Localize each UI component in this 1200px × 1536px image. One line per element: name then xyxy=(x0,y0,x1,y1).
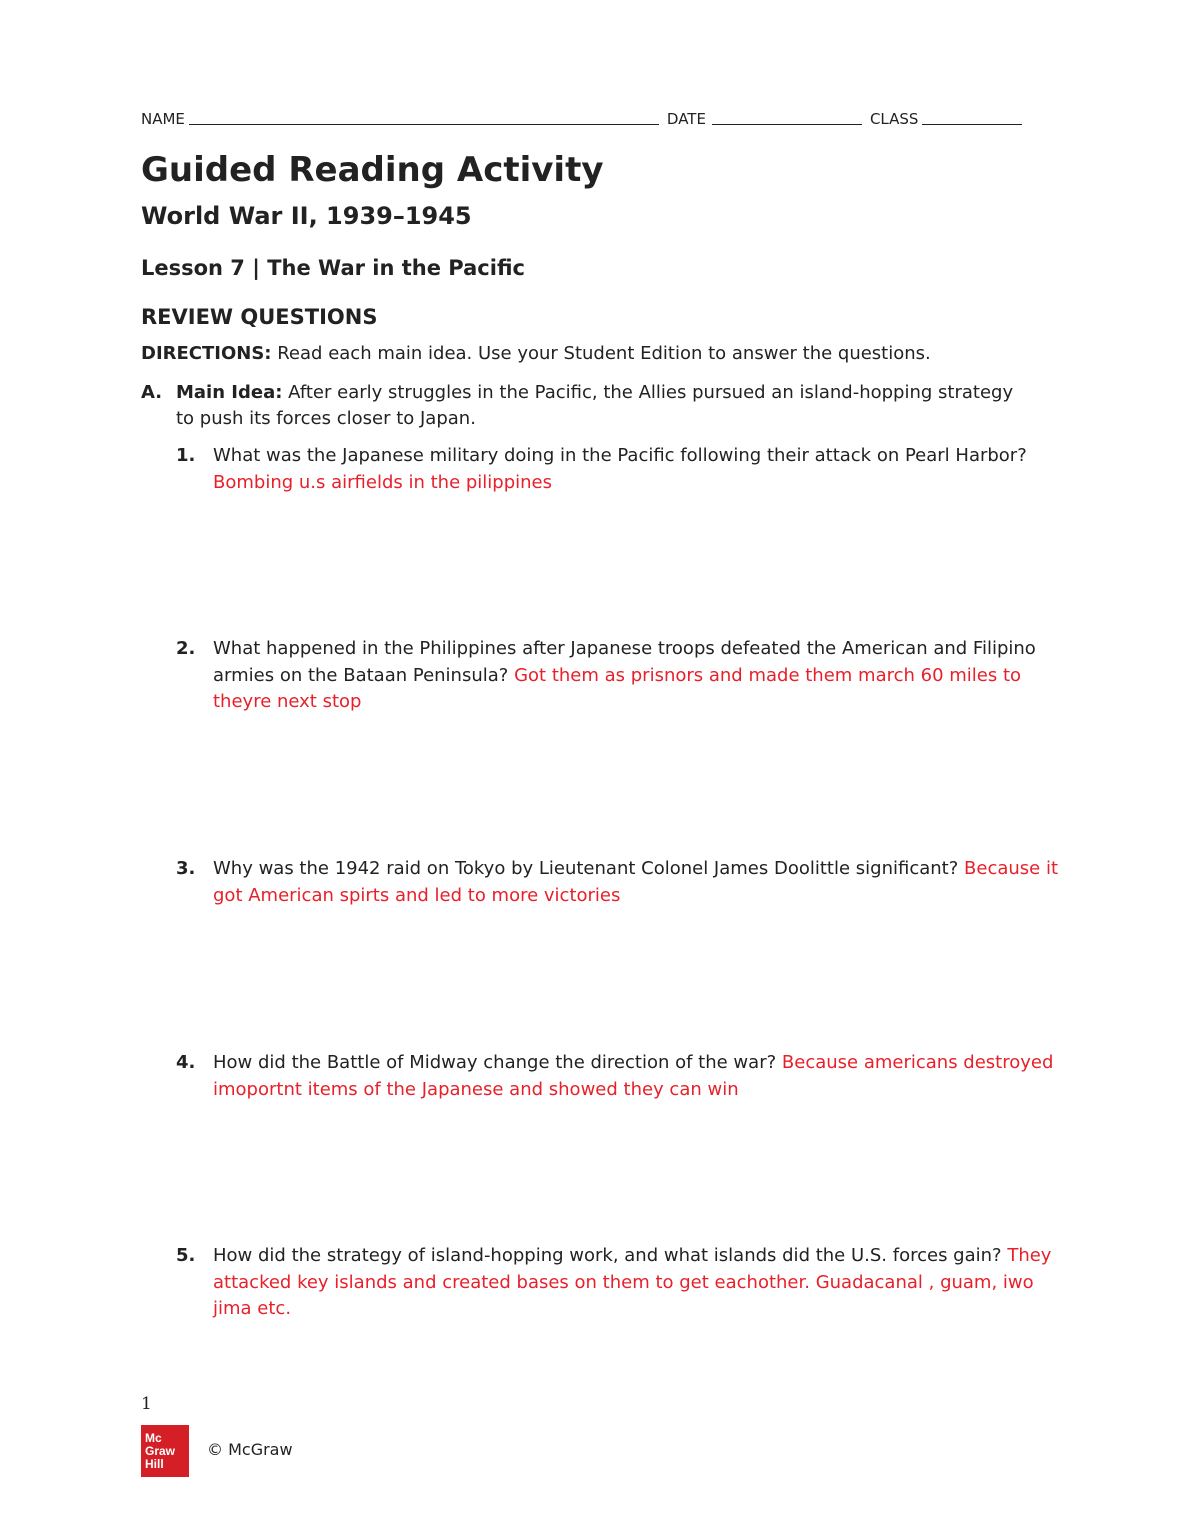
answer-text[interactable]: Because americans destroyed imoportnt items of the Japanese and showed they can win xyxy=(213,1052,1054,1100)
question-5 xyxy=(176,1243,1066,1323)
main-idea-label: Main Idea: xyxy=(176,382,283,403)
page-number: 1 xyxy=(141,1394,152,1414)
question-3 xyxy=(176,856,1066,909)
class-blank[interactable] xyxy=(922,124,1022,125)
question-text: What was the Japanese military doing in the Pacific following their attack on Pearl Harbor? xyxy=(213,445,1027,466)
question-4 xyxy=(176,1050,1066,1103)
directions-text: Read each main idea. Use your Student Edition to answer the questions. xyxy=(271,343,931,364)
name-label: NAME xyxy=(141,110,185,128)
student-info-header xyxy=(141,106,1051,128)
question-body xyxy=(213,856,1063,909)
lesson-heading: Lesson 7 | The War in the Pacific xyxy=(141,256,525,280)
question-2 xyxy=(176,636,1066,716)
question-text: How did the strategy of island-hopping work, and what islands did the U.S. forces gain? xyxy=(213,1245,1002,1266)
answer-text[interactable]: Got them as prisnors and made them march 60 miles to theyre next stop xyxy=(213,664,1022,712)
question-body xyxy=(213,443,1063,496)
logo-line: Hill xyxy=(145,1456,164,1471)
date-blank[interactable] xyxy=(712,124,862,125)
main-idea-text: After early struggles in the Pacific, the Allies pursued an island-hopping strategy to push its forces closer to Japan. xyxy=(176,382,1014,429)
question-number: 4. xyxy=(176,1052,196,1073)
question-body xyxy=(213,1243,1063,1323)
question-text: Why was the 1942 raid on Tokyo by Lieutenant Colonel James Doolittle significant? xyxy=(213,858,959,879)
question-number: 2. xyxy=(176,638,196,659)
section-heading: REVIEW QUESTIONS xyxy=(141,305,378,329)
mcgraw-hill-logo-icon xyxy=(141,1425,189,1477)
main-idea-block xyxy=(141,380,1041,432)
answer-text[interactable]: Bombing u.s airfields in the pilippines xyxy=(213,471,553,493)
page-title: Guided Reading Activity xyxy=(141,150,604,190)
main-idea-letter: A. xyxy=(141,382,163,403)
question-body xyxy=(213,636,1063,716)
directions-label: DIRECTIONS: xyxy=(141,343,272,364)
name-blank[interactable] xyxy=(189,124,659,125)
directions xyxy=(141,343,931,364)
question-body xyxy=(213,1050,1063,1103)
question-text: How did the Battle of Midway change the direction of the war? xyxy=(213,1052,777,1073)
page-subtitle: World War II, 1939–1945 xyxy=(141,202,472,230)
copyright-text: © McGraw xyxy=(207,1440,293,1459)
question-number: 5. xyxy=(176,1245,196,1266)
main-idea-body xyxy=(176,380,1026,432)
date-label: DATE xyxy=(666,110,706,128)
question-number: 1. xyxy=(176,445,196,466)
answer-text[interactable]: They attacked key islands and created bases on them to get eachother. Guadacanal , guam, iwo jima etc. xyxy=(213,1245,1052,1319)
answer-text[interactable]: Because it got American spirts and led to more victories xyxy=(213,858,1059,906)
question-1 xyxy=(176,443,1066,496)
logo-line: Graw xyxy=(145,1443,176,1458)
question-text: What happened in the Philippines after Japanese troops defeated the American and Filipino armies on the Bataan Peninsula? xyxy=(213,638,1036,686)
logo-line: Mc xyxy=(145,1430,162,1445)
class-label: CLASS xyxy=(869,110,919,128)
question-number: 3. xyxy=(176,858,196,879)
